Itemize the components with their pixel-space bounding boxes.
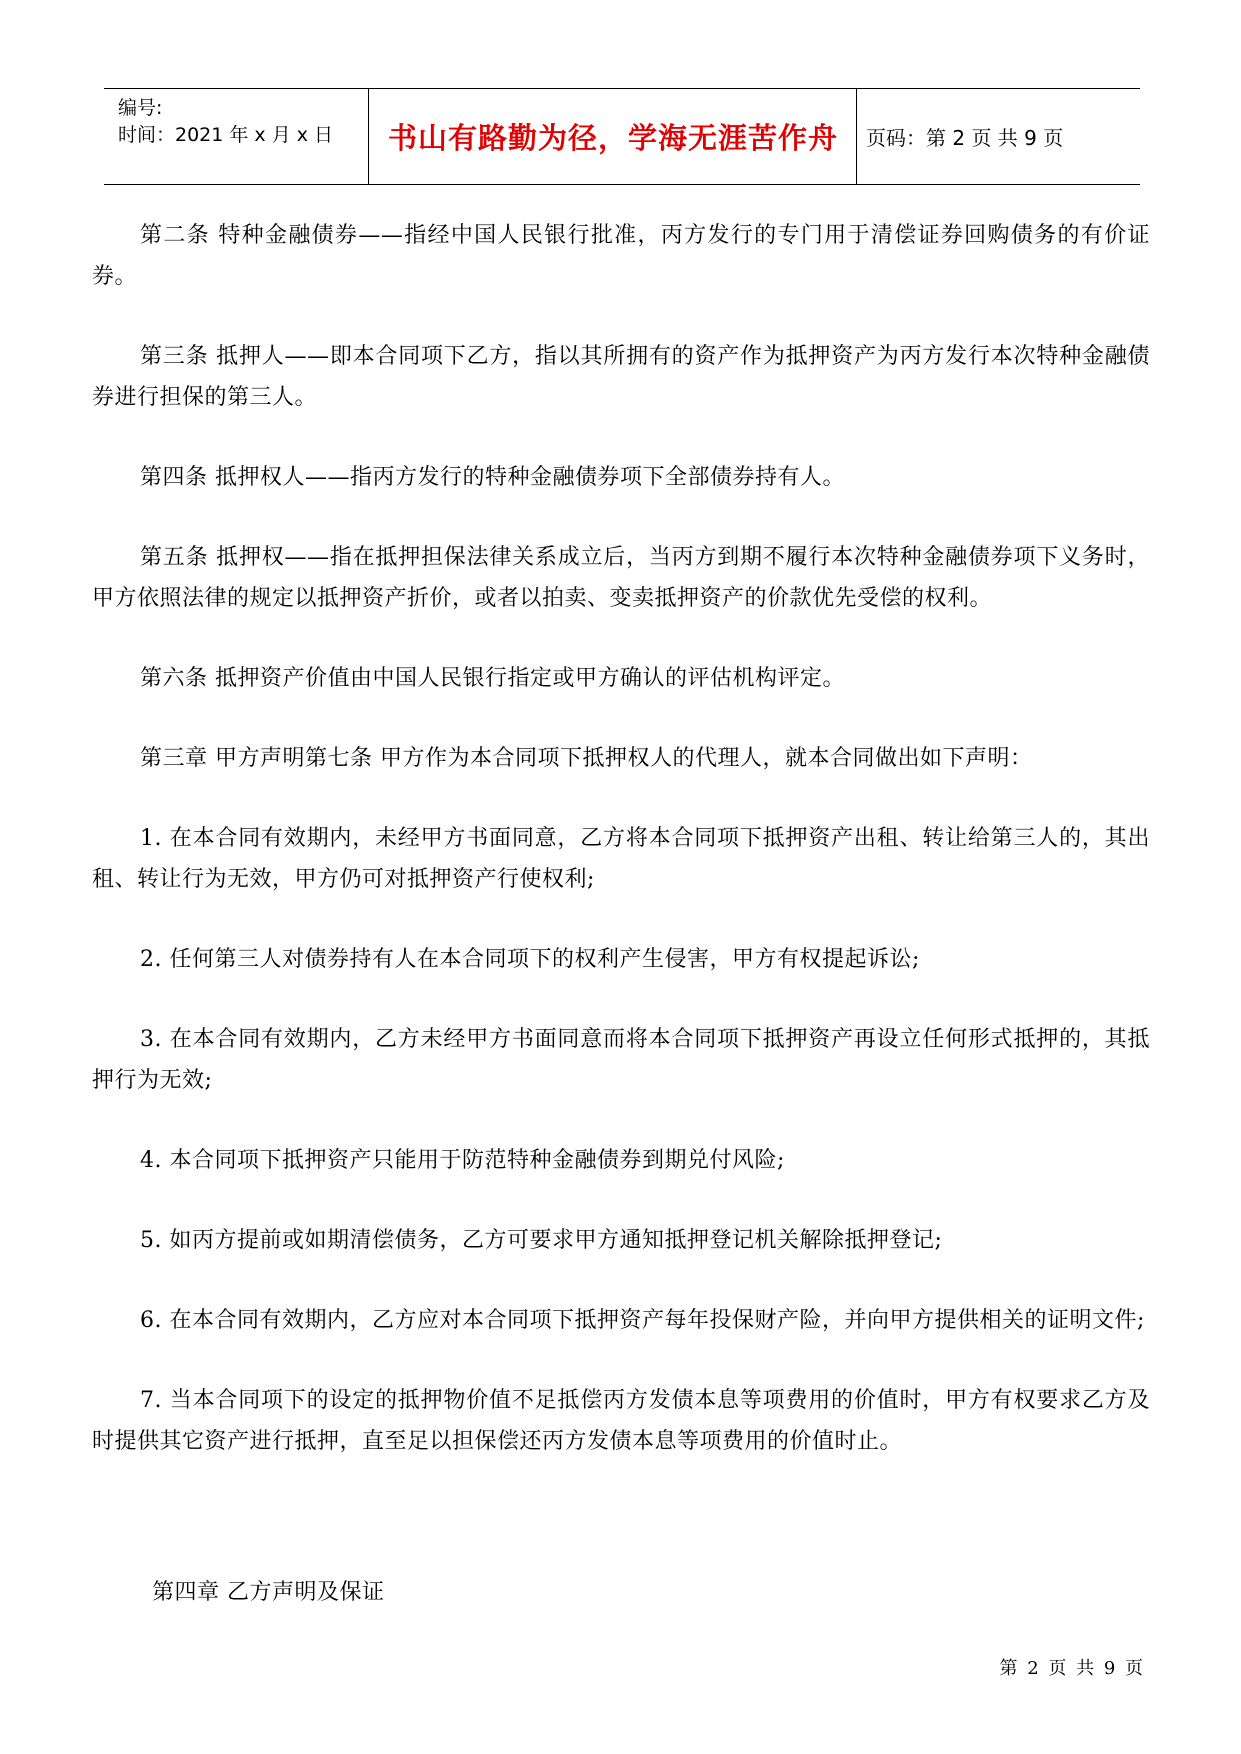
chapter-4-heading: 第四章 乙方声明及保证	[152, 1580, 385, 1605]
header-divider	[368, 89, 369, 184]
declaration-item-6: 6. 在本合同有效期内，乙方应对本合同项下抵押资产每年投保财产险，并向甲方提供相关的证明文件;	[140, 1308, 1145, 1333]
header-motto: 书山有路勤为径，学海无涯苦作舟	[387, 121, 838, 155]
article-4: 第四条 抵押权人——指丙方发行的特种金融债券项下全部债券持有人。	[140, 465, 845, 490]
header-divider	[856, 89, 857, 184]
document-number-label: 编号:	[118, 97, 163, 119]
article-3: 第三条 抵押人——即本合同项下乙方，指以其所拥有的资产作为抵押资产为丙方发行本次特种金融债券进行担保的第三人。	[92, 344, 1150, 410]
declaration-item-1: 1. 在本合同有效期内，未经甲方书面同意，乙方将本合同项下抵押资产出租、转让给第三人的，其出租、转让行为无效，甲方仍可对抵押资产行使权利;	[92, 826, 1150, 892]
declaration-item-5: 5. 如丙方提前或如期清偿债务，乙方可要求甲方通知抵押登记机关解除抵押登记;	[140, 1228, 943, 1253]
document-body	[92, 215, 1150, 1501]
document-time-label: 时间：2021 年 x 月 x 日	[118, 124, 334, 146]
article-2: 第二条 特种金融债券——指经中国人民银行批准，丙方发行的专门用于清偿证券回购债务的有价证券。	[92, 223, 1150, 289]
article-6: 第六条 抵押资产价值由中国人民银行指定或甲方确认的评估机构评定。	[140, 666, 845, 691]
header-page-number: 页码：第 2 页 共 9 页	[866, 126, 1064, 150]
article-5: 第五条 抵押权——指在抵押担保法律关系成立后，当丙方到期不履行本次特种金融债券项下义务时，甲方依照法律的规定以抵押资产折价，或者以拍卖、变卖抵押资产的价款优先受偿的权利。	[92, 545, 1150, 611]
chapter-3-article-7: 第三章 甲方声明第七条 甲方作为本合同项下抵押权人的代理人，就本合同做出如下声明：	[140, 746, 1033, 771]
declaration-item-4: 4. 本合同项下抵押资产只能用于防范特种金融债券到期兑付风险;	[140, 1148, 785, 1173]
page-footer: 第 2 页 共 9 页	[999, 1658, 1145, 1679]
declaration-item-2: 2. 任何第三人对债券持有人在本合同项下的权利产生侵害，甲方有权提起诉讼;	[140, 947, 920, 972]
declaration-item-3: 3. 在本合同有效期内，乙方未经甲方书面同意而将本合同项下抵押资产再设立任何形式抵押的，其抵押行为无效;	[92, 1027, 1150, 1093]
declaration-item-7: 7. 当本合同项下的设定的抵押物价值不足抵偿丙方发债本息等项费用的价值时，甲方有权要求乙方及时提供其它资产进行抵押，直至足以担保偿还丙方发债本息等项费用的价值时止。	[92, 1388, 1150, 1454]
page-header	[104, 88, 1140, 185]
